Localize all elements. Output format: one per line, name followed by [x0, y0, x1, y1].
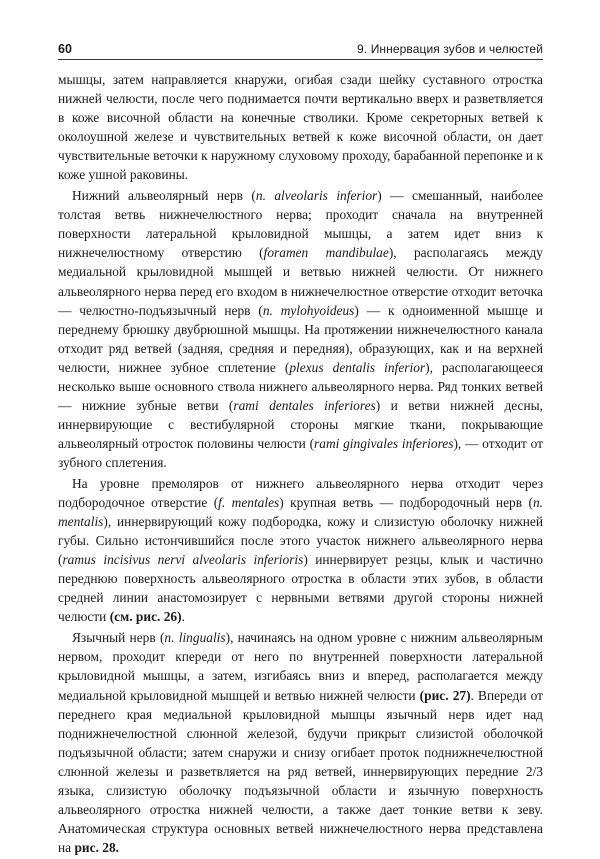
body-text: [58, 70, 543, 859]
text-run: ) иннервирует резцы, клык и частично переднюю поверхность альвеолярного отростка в области этих зубов, в области средней линии анастомозирует с нервными ветвями другой стороны нижней челюсти: [58, 552, 543, 625]
page-number: 60: [58, 42, 72, 56]
text-run: ), располагаясь между медиальной крыловидной мышцей и ветвью нижней челюсти. От нижнего альвеолярного нерва перед его входом в нижнечелюстное отверстие отходит веточка — челюстно-подъязычный нерв (: [58, 245, 543, 318]
figure-reference: (рис. 27): [419, 687, 471, 703]
text-run: ) и ветви нижней десны, иннервирующие с вестибулярной стороны мягкие ткани, покрывающие альвеолярный отросток половины челюсти (: [58, 397, 544, 451]
text-run: ) — смешанный, наиболее толстая ветвь нижнечелюстного нерва; проходит сначала на внутренней поверхности латеральной крыловидной мышцы, а затем идет вниз к нижнечелюстному отверстию (: [58, 188, 544, 261]
paragraph-lingual-nerve: [58, 628, 543, 857]
latin-term: foramen mandibulae: [263, 245, 389, 261]
latin-term: n. lingualis: [164, 630, 226, 646]
latin-term: n. mentalis: [58, 495, 543, 530]
figure-reference: (см. рис. 26): [109, 609, 182, 625]
text-run: ), — отходит от зубного сплетения.: [58, 435, 544, 470]
latin-term: n. alveolaris inferior: [255, 188, 378, 204]
latin-term: rami dentales inferiores: [233, 397, 376, 413]
latin-term: rami gingivales inferiores: [314, 435, 454, 451]
latin-term: f. mentales: [218, 495, 280, 511]
text-run: мышцы, затем направляется кнаружи, огибая сзади шейку суставного отростка нижней челюсти, после чего поднимается почти вертикально вверх и разветвляется в коже височной области на конечные стволики. Кроме секреторных ветвей к околоушной железе и чувствительных ветвей к коже височной области, он дает чувствительные веточки к наружному слуховому проходу, барабанной перепонке и к коже ушной раковины.: [58, 72, 543, 183]
text-run: ), располагающееся несколько выше основного ствола нижнего альвеолярного нерва. Ряд тонких ветвей — нижние зубные ветви (: [58, 359, 543, 413]
latin-term: ramus incisivus nervi alveolaris inferioris: [62, 552, 304, 568]
text-run: ), начинаясь на одном уровне с нижним альвеолярным нервом, проходит кпереди от него по внутренней поверхности латеральной крыловидной мышцы, а затем, изгибаясь вниз и вперед, располагается между медиальной крыловидной мышцей и ветвью нижней челюсти: [58, 630, 543, 703]
text-run: На уровне премоляров от нижнего альвеолярного нерва отходит через подбородочное отверстие (: [58, 475, 543, 511]
text-run: Нижний альвеолярный нерв (: [72, 188, 256, 204]
text-run: .: [181, 609, 185, 625]
paragraph-inferior-alveolar-nerve: [58, 186, 543, 472]
paragraph-mental-nerve: [58, 474, 543, 626]
text-run: ), иннервирующий кожу подбородка, кожу и слизистую оболочку нижней губы. Сильно истончившийся после этого участок нижнего альвеолярного нерва (: [58, 514, 543, 568]
latin-term: n. mylohyoideus: [262, 302, 355, 318]
running-header: [58, 36, 543, 60]
paragraph-continuation: [58, 70, 543, 184]
text-run: Язычный нерв (: [72, 630, 165, 646]
text-run: ) — к одноименной мышце и переднему брюшку двубрюшной мышцы. На протяжении нижнечелюстного канала отходит ряд ветвей (задняя, средняя и передняя), образующих, как и на верхней челюсти, нижнее зубное сплетение (: [58, 302, 543, 375]
figure-reference: рис. 28.: [74, 839, 120, 855]
text-run: . Впереди от переднего края медиальной крыловидной мышцы язычный нерв идет над поднижнечелюстной слюнной железой, будучи прикрыт слизистой оболочкой подъязычной области; затем снаружи и снизу огибает проток поднижнечелюстной слюнной железы и разветвляется на ряд ветвей, иннервирующих передние 2/3 языка, слизистую оболочку подъязычной области и язычную поверхность альвеолярного отростка нижней челюсти, а также дает тонкие ветви к зеву. Анатомическая структура основных ветвей нижнечелюстного нерва представлена на: [58, 687, 543, 855]
text-run: ) крупная ветвь — подбородочный нерв (: [279, 495, 533, 511]
chapter-title: 9. Иннервация зубов и челюстей: [357, 42, 543, 56]
latin-term: plexus dentalis inferior: [289, 359, 426, 375]
